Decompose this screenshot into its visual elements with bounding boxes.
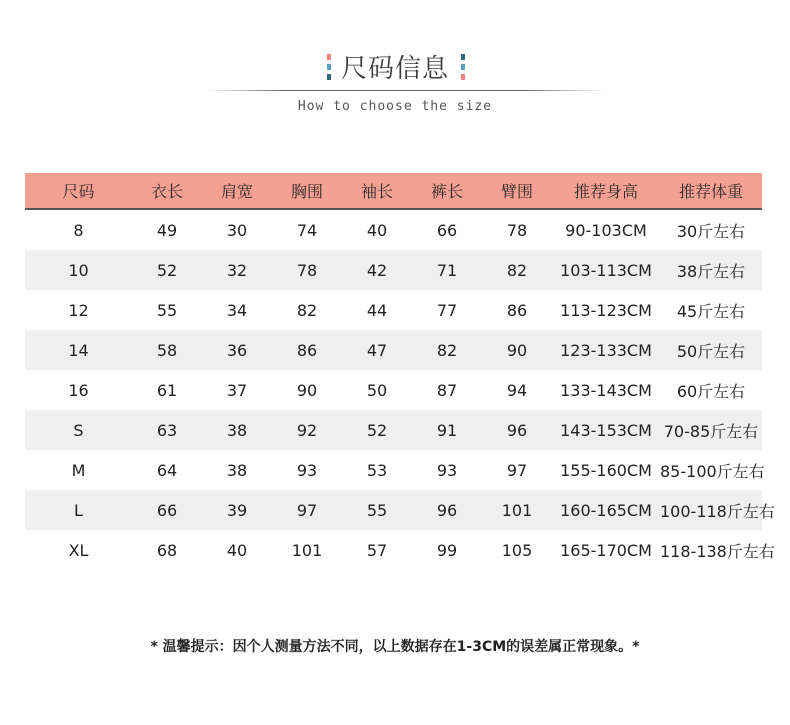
- cell-chest: 101: [291, 540, 323, 560]
- cell-arm: 82: [482, 250, 552, 290]
- title-decoration-right: [461, 54, 466, 84]
- cell-chest: 93: [296, 460, 318, 480]
- cell-pants-length: 71: [412, 250, 482, 290]
- cell-shoulder: 39: [202, 490, 272, 530]
- cell-shoulder: 38: [202, 410, 272, 450]
- cell-pants-length: 91: [412, 410, 482, 450]
- column-header-pants-length: 裤长: [412, 173, 482, 209]
- cell-length: 55: [156, 300, 178, 320]
- table-row: [25, 209, 762, 250]
- cell-shoulder: 30: [226, 220, 248, 240]
- page-title: 尺码信息: [340, 54, 449, 84]
- cell-arm: 86: [506, 300, 528, 320]
- cell-size: M: [71, 460, 86, 480]
- cell-chest: 92: [272, 410, 342, 450]
- table-row: [25, 290, 762, 330]
- cell-weight: 100-118斤左右: [660, 490, 762, 530]
- cell-length: 61: [156, 380, 178, 400]
- column-header-weight: 推荐体重: [660, 173, 762, 209]
- cell-size: L: [25, 490, 132, 530]
- cell-sleeve: 57: [366, 540, 388, 560]
- title-block: [0, 44, 790, 84]
- cell-length: 58: [132, 330, 202, 370]
- table-row: [25, 450, 762, 490]
- cell-arm: 97: [506, 460, 528, 480]
- cell-size: 16: [68, 380, 89, 400]
- cell-shoulder: 32: [202, 250, 272, 290]
- cell-sleeve: 40: [366, 220, 388, 240]
- table-header-row: [25, 173, 762, 209]
- cell-weight: 50斤左右: [660, 330, 762, 370]
- cell-size: S: [25, 410, 132, 450]
- cell-arm: 94: [506, 380, 528, 400]
- column-header-size: 尺码: [25, 173, 132, 209]
- cell-chest: 86: [272, 330, 342, 370]
- cell-shoulder: 40: [226, 540, 248, 560]
- cell-chest: 78: [272, 250, 342, 290]
- cell-pants-length: 87: [436, 380, 458, 400]
- cell-size: 10: [25, 250, 132, 290]
- cell-pants-length: 96: [412, 490, 482, 530]
- cell-pants-length: 82: [412, 330, 482, 370]
- table-row: [25, 370, 762, 410]
- page-subtitle: How to choose the size: [297, 99, 493, 114]
- cell-pants-length: 77: [436, 300, 458, 320]
- size-table: [25, 173, 775, 570]
- cell-height: 90-103CM: [565, 220, 647, 240]
- cell-shoulder: 34: [226, 300, 248, 320]
- table-row: [25, 250, 762, 290]
- cell-pants-length: 93: [436, 460, 458, 480]
- measurement-note: * 温馨提示：因个人测量方法不同，以上数据存在1-3CM的误差属正常现象。*: [150, 639, 640, 655]
- cell-height: 123-133CM: [552, 330, 660, 370]
- cell-weight: 30斤左右: [676, 221, 746, 241]
- cell-weight: 45斤左右: [676, 301, 746, 321]
- cell-arm: 101: [482, 490, 552, 530]
- table-row: [25, 330, 762, 370]
- table-row: [25, 490, 762, 530]
- table-row: [25, 410, 762, 450]
- cell-height: 113-123CM: [560, 300, 652, 320]
- cell-sleeve: 52: [342, 410, 412, 450]
- cell-length: 63: [132, 410, 202, 450]
- cell-weight: 70-85斤左右: [660, 410, 762, 450]
- cell-height: 165-170CM: [560, 540, 652, 560]
- cell-weight: 60斤左右: [676, 381, 746, 401]
- cell-sleeve: 50: [366, 380, 388, 400]
- cell-chest: 74: [296, 220, 318, 240]
- column-header-chest: 胸围: [272, 173, 342, 209]
- cell-sleeve: 55: [342, 490, 412, 530]
- cell-height: 143-153CM: [552, 410, 660, 450]
- table-row: [25, 530, 762, 570]
- cell-height: 160-165CM: [552, 490, 660, 530]
- cell-length: 68: [156, 540, 178, 560]
- cell-arm: 105: [501, 540, 533, 560]
- cell-height: 155-160CM: [560, 460, 652, 480]
- cell-weight: 85-100斤左右: [660, 461, 765, 481]
- column-header-shoulder: 肩宽: [202, 173, 272, 209]
- cell-pants-length: 99: [436, 540, 458, 560]
- column-header-height: 推荐身高: [552, 173, 660, 209]
- cell-shoulder: 36: [202, 330, 272, 370]
- column-header-arm: 臂围: [482, 173, 552, 209]
- cell-arm: 96: [482, 410, 552, 450]
- column-header-sleeve: 袖长: [342, 173, 412, 209]
- cell-size: 8: [73, 220, 84, 240]
- cell-size: 12: [68, 300, 89, 320]
- cell-size: XL: [68, 540, 89, 560]
- cell-height: 103-113CM: [552, 250, 660, 290]
- column-header-length: 衣长: [132, 173, 202, 209]
- cell-chest: 97: [272, 490, 342, 530]
- cell-shoulder: 37: [226, 380, 248, 400]
- cell-sleeve: 42: [342, 250, 412, 290]
- cell-length: 49: [156, 220, 178, 240]
- cell-arm: 90: [482, 330, 552, 370]
- cell-sleeve: 53: [366, 460, 388, 480]
- cell-length: 64: [156, 460, 178, 480]
- cell-sleeve: 44: [366, 300, 388, 320]
- cell-chest: 90: [296, 380, 318, 400]
- cell-length: 66: [132, 490, 202, 530]
- cell-pants-length: 66: [436, 220, 458, 240]
- cell-weight: 38斤左右: [660, 250, 762, 290]
- cell-chest: 82: [296, 300, 318, 320]
- cell-shoulder: 38: [226, 460, 248, 480]
- cell-sleeve: 47: [342, 330, 412, 370]
- cell-length: 52: [132, 250, 202, 290]
- cell-weight: 118-138斤左右: [660, 541, 775, 561]
- cell-size: 14: [25, 330, 132, 370]
- cell-arm: 78: [506, 220, 528, 240]
- title-divider: [205, 90, 605, 91]
- cell-height: 133-143CM: [560, 380, 652, 400]
